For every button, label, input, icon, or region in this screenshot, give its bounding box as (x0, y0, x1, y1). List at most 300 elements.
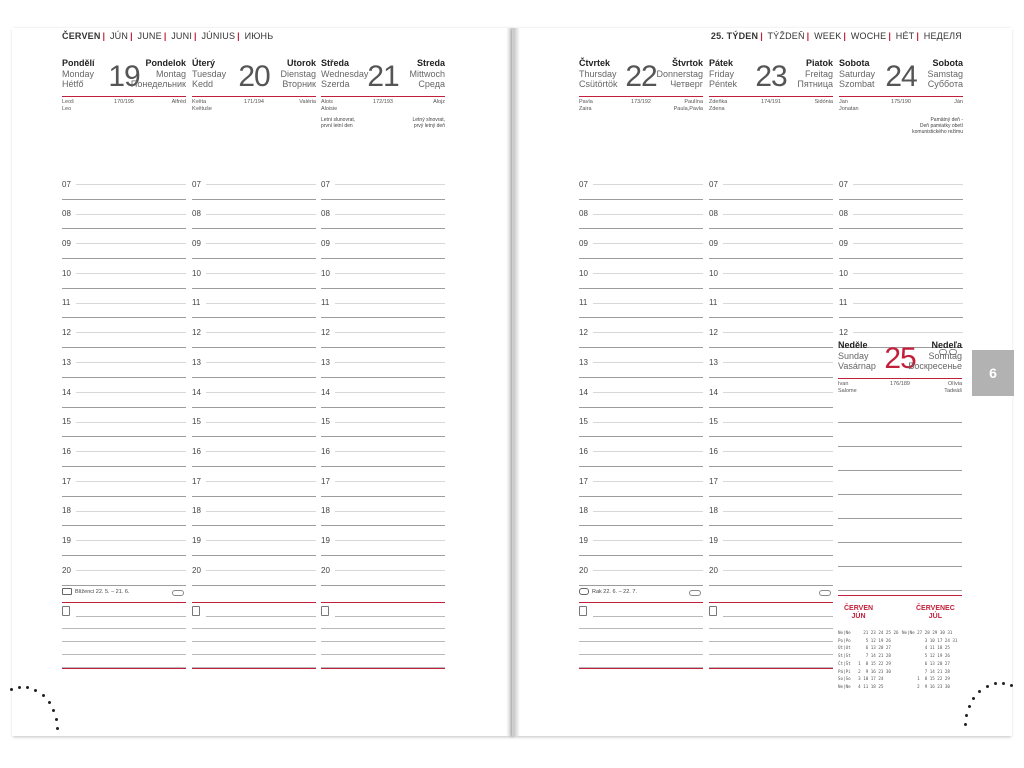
zodiac-info (321, 588, 445, 602)
hour-row[interactable] (62, 526, 186, 556)
day-name-de: Donnerstag (656, 68, 703, 79)
zodiac-info (192, 588, 316, 602)
sunday-name-en: Sunday (838, 350, 869, 361)
hour-label: 13 (579, 357, 588, 367)
sunday-number: 25 (884, 342, 916, 375)
hour-row[interactable] (62, 378, 186, 408)
hour-row[interactable] (62, 229, 186, 259)
note-line[interactable] (192, 642, 316, 655)
day-of-year: 173/192 (631, 99, 651, 105)
zodiac-info (579, 588, 703, 602)
day-column-21 (321, 58, 445, 139)
half-hour-rule (76, 422, 186, 423)
half-hour-rule (76, 540, 186, 541)
hour-row[interactable] (579, 229, 703, 259)
hour-label: 12 (62, 328, 71, 338)
hour-label: 18 (321, 506, 330, 516)
week-header: 25. TÝDEN | TÝŽDEŇ | WEEK | WOCHE | HÉT | НЕДЕЛЯ (710, 31, 962, 41)
hour-label: 17 (579, 476, 588, 486)
day-namedays (579, 99, 703, 117)
half-hour-rule (76, 214, 186, 215)
sunday-nameday-cz: Ivan Salome (838, 381, 857, 394)
day-footer (579, 588, 703, 669)
sunday-line[interactable] (838, 399, 962, 423)
hour-label: 16 (321, 446, 330, 456)
day-of-year: 175/190 (891, 99, 911, 105)
hour-row[interactable] (192, 437, 316, 467)
hour-label: 16 (709, 446, 718, 456)
half-hour-rule (206, 303, 316, 304)
hour-row[interactable] (709, 170, 833, 200)
hour-label: 13 (321, 357, 330, 367)
hour-row[interactable] (321, 437, 445, 467)
day-name-sk: Piatok (805, 58, 833, 68)
hour-row[interactable] (192, 378, 316, 408)
half-hour-rule (206, 422, 316, 423)
sunday-red-rule-bottom (838, 595, 962, 596)
hour-row[interactable] (579, 467, 703, 497)
hour-grid (839, 170, 963, 356)
day-footer (62, 588, 186, 669)
decor-dot (1002, 682, 1005, 685)
gemini-icon (62, 588, 72, 595)
note-line[interactable] (579, 642, 703, 655)
hour-label: 20 (579, 565, 588, 575)
day-column-sunday (838, 340, 962, 596)
hour-label: 11 (579, 298, 588, 308)
zodiac-label: Blíženci 22. 5. – 21. 6. (75, 588, 130, 595)
hour-row[interactable] (579, 289, 703, 319)
hour-row[interactable] (62, 259, 186, 289)
note-line[interactable] (321, 629, 445, 642)
decor-dot (52, 709, 55, 712)
hour-label: 12 (192, 328, 201, 338)
hour-row[interactable] (579, 200, 703, 230)
hour-row[interactable] (839, 259, 963, 289)
zodiac-label: Rak 22. 6. – 22. 7. (592, 588, 637, 595)
hour-row[interactable] (321, 408, 445, 438)
note-line[interactable] (709, 655, 833, 668)
day-name-sk: Streda (416, 58, 445, 68)
hour-row[interactable] (709, 318, 833, 348)
half-hour-rule (853, 332, 963, 333)
note-line[interactable] (192, 616, 316, 629)
hour-row[interactable] (709, 259, 833, 289)
day-name-en: Thursday (579, 68, 617, 79)
note-line[interactable] (62, 603, 186, 616)
hour-label: 12 (709, 328, 718, 338)
hour-label: 15 (62, 417, 71, 427)
hour-row[interactable] (321, 348, 445, 378)
hour-grid (709, 170, 833, 586)
hour-label: 07 (579, 179, 588, 189)
note-line[interactable] (709, 629, 833, 642)
note-line[interactable] (579, 629, 703, 642)
half-hour-rule (335, 243, 445, 244)
nameday-sk: Valéria (299, 99, 316, 105)
hour-label: 10 (839, 268, 848, 278)
hour-row[interactable] (709, 408, 833, 438)
half-hour-rule (723, 451, 833, 452)
half-hour-rule (76, 570, 186, 571)
note-line[interactable] (62, 655, 186, 668)
day-red-rule (709, 96, 833, 97)
week-item-2: WEEK (814, 31, 842, 41)
half-hour-rule (593, 273, 703, 274)
hour-label: 17 (709, 476, 718, 486)
hour-row[interactable] (709, 378, 833, 408)
hour-row[interactable] (579, 170, 703, 200)
day-namedays (321, 99, 445, 117)
day-footer (709, 588, 833, 669)
half-hour-rule (206, 184, 316, 185)
hour-row[interactable] (192, 229, 316, 259)
sunday-line[interactable] (838, 423, 962, 447)
hour-label: 18 (62, 506, 71, 516)
day-column-22 (579, 58, 703, 139)
day-number: 20 (238, 60, 270, 93)
note-line[interactable] (579, 655, 703, 668)
half-hour-rule (723, 184, 833, 185)
half-hour-rule (723, 570, 833, 571)
half-hour-rule (723, 422, 833, 423)
hour-row[interactable] (192, 259, 316, 289)
hour-row[interactable] (709, 497, 833, 527)
day-name-de: Montag (155, 68, 186, 79)
nameday-sk: Sidónia (814, 99, 833, 105)
half-hour-rule (723, 392, 833, 393)
day-name-sk: Pondelok (145, 58, 186, 68)
day-name-sk: Sobota (932, 58, 963, 68)
footer-red-rule (579, 668, 703, 669)
hour-row[interactable] (579, 437, 703, 467)
hour-row[interactable] (62, 497, 186, 527)
hour-row[interactable] (709, 229, 833, 259)
hour-label: 09 (839, 239, 848, 249)
hour-label: 14 (62, 387, 71, 397)
hour-row[interactable] (579, 348, 703, 378)
hour-label: 11 (192, 298, 201, 308)
half-hour-rule (723, 540, 833, 541)
sunday-line[interactable] (838, 567, 962, 591)
hour-row[interactable] (579, 378, 703, 408)
half-hour-rule (723, 511, 833, 512)
day-name-cz: Úterý (192, 58, 216, 68)
hour-label: 19 (709, 535, 718, 545)
hour-row[interactable] (579, 259, 703, 289)
half-hour-rule (593, 214, 703, 215)
day-column-24 (839, 58, 963, 139)
week-item-1: TÝŽDEŇ (767, 31, 805, 41)
hour-row[interactable] (709, 289, 833, 319)
note-line[interactable] (192, 629, 316, 642)
sunday-line[interactable] (838, 519, 962, 543)
hour-row[interactable] (192, 318, 316, 348)
day-number: 23 (755, 60, 787, 93)
note-line[interactable] (62, 642, 186, 655)
half-hour-rule (593, 362, 703, 363)
hour-row[interactable] (709, 200, 833, 230)
day-name-hu: Péntek (709, 79, 738, 89)
hour-row[interactable] (579, 318, 703, 348)
hour-row[interactable] (839, 289, 963, 319)
half-hour-rule (335, 392, 445, 393)
half-hour-rule (593, 332, 703, 333)
hour-label: 14 (709, 387, 718, 397)
half-hour-rule (335, 332, 445, 333)
half-hour-rule (335, 570, 445, 571)
day-name-cz: Pátek (709, 58, 734, 68)
hour-row[interactable] (321, 289, 445, 319)
hour-row[interactable] (321, 229, 445, 259)
half-hour-rule (853, 273, 963, 274)
hour-label: 16 (579, 446, 588, 456)
nameday-sk: Ján (954, 99, 963, 105)
sunday-line[interactable] (838, 447, 962, 471)
hour-label: 07 (192, 179, 201, 189)
half-hour-rule (76, 273, 186, 274)
hour-row[interactable] (62, 318, 186, 348)
half-hour-rule (206, 392, 316, 393)
half-hour-rule (206, 362, 316, 363)
hour-label: 10 (321, 268, 330, 278)
day-namedays (62, 99, 186, 117)
note-line[interactable] (62, 616, 186, 629)
hour-label: 07 (62, 179, 71, 189)
note-line[interactable] (321, 655, 445, 668)
hour-row[interactable] (321, 497, 445, 527)
decor-dot (56, 727, 59, 730)
moon-icon (819, 590, 831, 596)
hour-row[interactable] (321, 467, 445, 497)
half-hour-rule (76, 184, 186, 185)
header-item-0: ČERVEN (62, 31, 101, 41)
note-icon (192, 606, 200, 616)
day-number: 24 (885, 60, 917, 93)
hour-label: 12 (579, 328, 588, 338)
hour-row[interactable] (192, 289, 316, 319)
note-line[interactable] (321, 616, 445, 629)
corner-dots-left (10, 688, 60, 738)
hour-row[interactable] (321, 259, 445, 289)
day-name-en: Wednesday (321, 68, 369, 79)
hour-row[interactable] (62, 200, 186, 230)
hour-row[interactable] (192, 200, 316, 230)
hour-row[interactable] (62, 348, 186, 378)
day-header (709, 58, 833, 96)
day-name-ru: Среда (418, 79, 445, 89)
hour-row[interactable] (192, 408, 316, 438)
day-name-hu: Hétfő (62, 79, 84, 89)
hour-row[interactable] (839, 200, 963, 230)
hour-row[interactable] (62, 437, 186, 467)
decor-dot (34, 689, 37, 692)
hour-row[interactable] (321, 378, 445, 408)
header-item-3: JUNI (171, 31, 193, 41)
decor-dot (26, 686, 29, 689)
half-hour-rule (335, 303, 445, 304)
hour-row[interactable] (579, 526, 703, 556)
nameday-cz: Jan Jonatan (839, 99, 859, 112)
decor-dot (48, 701, 51, 704)
day-header (62, 58, 186, 96)
decor-dot (964, 723, 967, 726)
decor-dot (972, 697, 975, 700)
day-notes (839, 117, 963, 139)
half-hour-rule (593, 392, 703, 393)
day-name-sk: Štvrtok (671, 58, 703, 68)
hour-row[interactable] (62, 556, 186, 586)
half-hour-rule (76, 511, 186, 512)
hour-row[interactable] (62, 408, 186, 438)
hour-row[interactable] (709, 437, 833, 467)
note-line[interactable] (192, 655, 316, 668)
hour-grid (579, 170, 703, 586)
hour-label: 07 (839, 179, 848, 189)
hour-label: 11 (62, 298, 71, 308)
hour-label: 08 (579, 209, 588, 219)
hour-label: 20 (62, 565, 71, 575)
week-item-5: НЕДЕЛЯ (923, 31, 962, 41)
day-name-de: Mittwoch (409, 68, 445, 79)
day-name-cz: Čtvrtek (579, 58, 611, 68)
note-icon (62, 606, 70, 616)
zodiac-info (709, 588, 833, 602)
hour-label: 16 (62, 446, 71, 456)
nameday-cz: Pavla Zaira (579, 99, 593, 112)
day-header (321, 58, 445, 96)
hour-label: 11 (321, 298, 330, 308)
sunday-line[interactable] (838, 471, 962, 495)
hour-label: 10 (62, 268, 71, 278)
day-notes (62, 117, 186, 139)
note-line[interactable] (709, 642, 833, 655)
sunday-red-rule (838, 378, 962, 379)
day-note-sk: Letný slnovrat, prvý letný deň (412, 117, 445, 129)
zodiac-info (62, 588, 186, 602)
hour-row[interactable] (839, 229, 963, 259)
hour-label: 14 (192, 387, 201, 397)
half-hour-rule (723, 481, 833, 482)
decor-dot (978, 690, 981, 693)
half-hour-rule (335, 362, 445, 363)
hour-label: 09 (579, 239, 588, 249)
hour-row[interactable] (192, 497, 316, 527)
half-hour-rule (76, 362, 186, 363)
note-line[interactable] (709, 603, 833, 616)
hour-row[interactable] (192, 526, 316, 556)
half-hour-rule (723, 303, 833, 304)
note-line[interactable] (321, 642, 445, 655)
hour-row[interactable] (839, 170, 963, 200)
hour-row[interactable] (709, 526, 833, 556)
hour-label: 18 (579, 506, 588, 516)
sunday-header (838, 340, 962, 378)
hour-row[interactable] (321, 556, 445, 586)
note-line[interactable] (579, 603, 703, 616)
half-hour-rule (76, 243, 186, 244)
hour-label: 08 (839, 209, 848, 219)
hour-label: 14 (321, 387, 330, 397)
half-hour-rule (206, 273, 316, 274)
half-hour-rule (593, 570, 703, 571)
note-icon (709, 606, 717, 616)
hour-row[interactable] (192, 348, 316, 378)
hour-row[interactable] (192, 467, 316, 497)
hour-row[interactable] (321, 170, 445, 200)
day-footer (321, 588, 445, 669)
sunday-namedays (838, 381, 962, 399)
decor-dot (965, 714, 968, 717)
hour-row[interactable] (579, 408, 703, 438)
note-line[interactable] (321, 603, 445, 616)
half-hour-rule (206, 540, 316, 541)
note-line[interactable] (579, 616, 703, 629)
decor-dot (986, 685, 989, 688)
day-number: 19 (108, 60, 140, 93)
sunday-line[interactable] (838, 543, 962, 567)
sunday-day-of-year: 176/189 (890, 381, 910, 387)
hour-row[interactable] (192, 170, 316, 200)
sunday-name-hu: Vasárnap (838, 361, 876, 371)
hour-label: 19 (321, 535, 330, 545)
hour-label: 15 (709, 417, 718, 427)
day-note-sk: Pamätný deň - Deň pamiatky obetí komunistického režimu (912, 117, 963, 135)
half-hour-rule (206, 570, 316, 571)
day-red-rule (579, 96, 703, 97)
sunday-name-ru: Воскресенье (908, 361, 962, 371)
hour-label: 09 (709, 239, 718, 249)
half-hour-rule (335, 481, 445, 482)
note-line[interactable] (709, 616, 833, 629)
note-line[interactable] (192, 603, 316, 616)
half-hour-rule (335, 451, 445, 452)
hour-label: 15 (192, 417, 201, 427)
footer-red-rule (192, 668, 316, 669)
day-name-de: Dienstag (280, 68, 316, 79)
hour-row[interactable] (579, 497, 703, 527)
sunday-line[interactable] (838, 495, 962, 519)
hour-row[interactable] (192, 556, 316, 586)
hour-label: 16 (192, 446, 201, 456)
decor-dot (55, 718, 58, 721)
hour-row[interactable] (709, 556, 833, 586)
hour-row[interactable] (62, 170, 186, 200)
hour-label: 12 (839, 328, 848, 338)
hour-row[interactable] (321, 200, 445, 230)
month-tab[interactable]: 6 (972, 350, 1014, 396)
hour-row[interactable] (62, 467, 186, 497)
hour-label: 09 (321, 239, 330, 249)
half-hour-rule (723, 273, 833, 274)
hour-row[interactable] (321, 526, 445, 556)
hour-row[interactable] (321, 318, 445, 348)
hour-row[interactable] (579, 556, 703, 586)
half-hour-rule (723, 243, 833, 244)
day-name-hu: Szombat (839, 79, 875, 89)
hour-row[interactable] (62, 289, 186, 319)
half-hour-rule (335, 184, 445, 185)
day-red-rule (192, 96, 316, 97)
footer-red-rule (321, 668, 445, 669)
hour-row[interactable] (709, 348, 833, 378)
day-name-en: Saturday (839, 68, 876, 79)
hour-label: 13 (192, 357, 201, 367)
nameday-sk: Alojz (433, 99, 445, 105)
note-line[interactable] (62, 629, 186, 642)
hour-row[interactable] (709, 467, 833, 497)
day-of-year: 171/194 (244, 99, 264, 105)
